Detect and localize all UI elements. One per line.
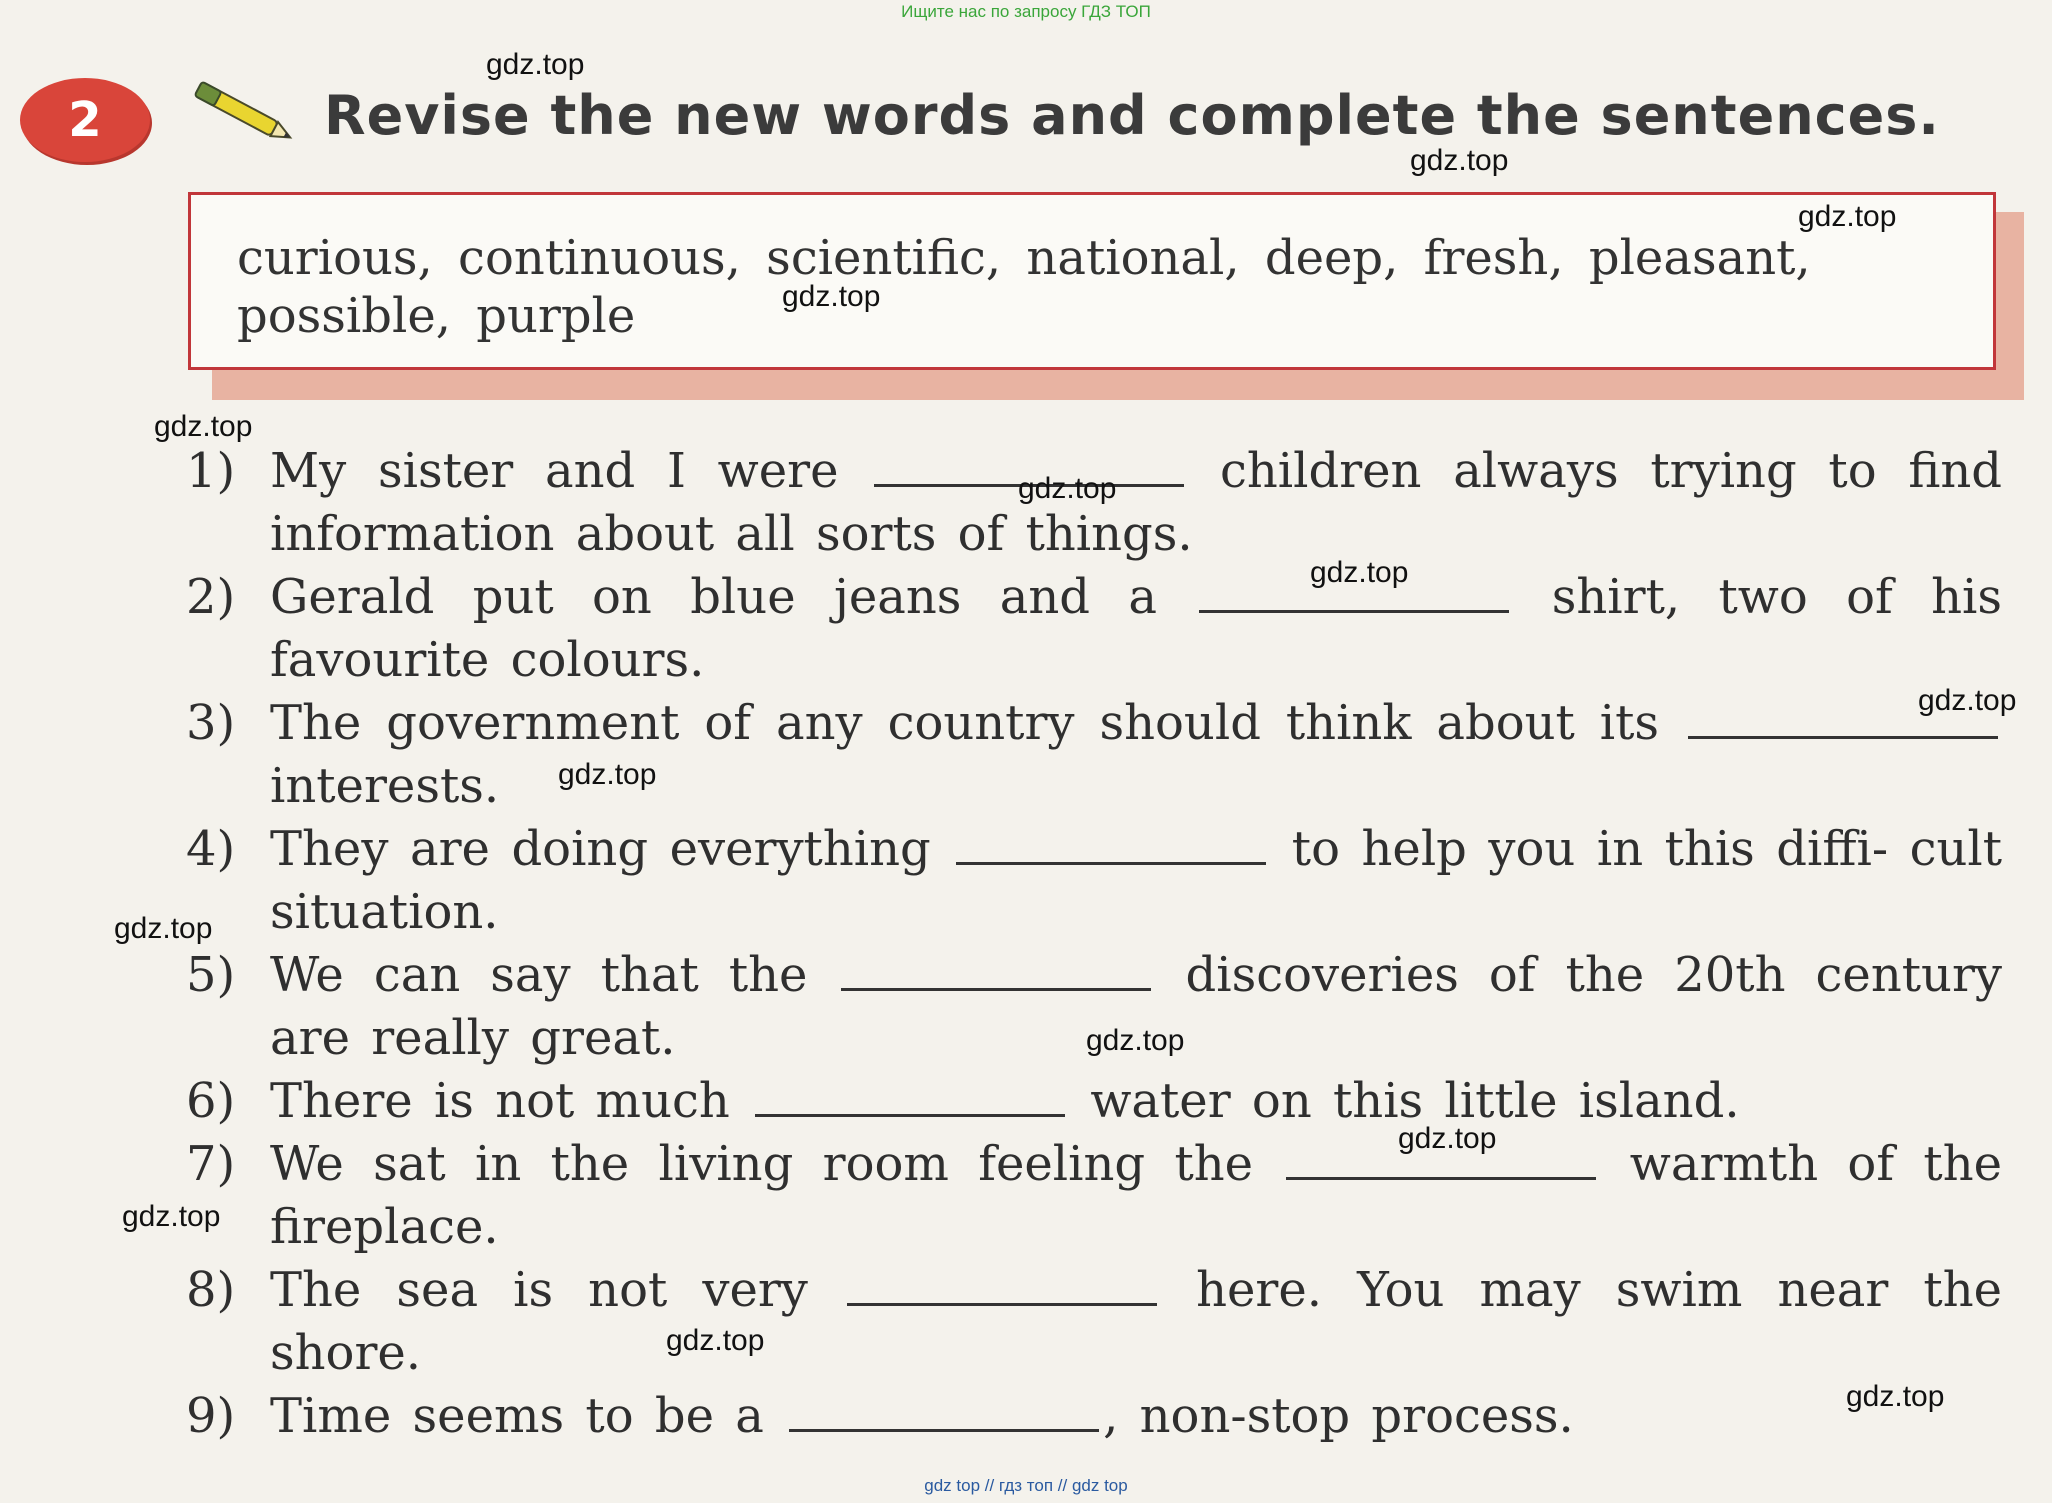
word-list: curious, continuous, scientific, national, deep, fresh, pleasant, possible, purple: [237, 230, 1811, 344]
sentence-number: 6): [186, 1073, 236, 1129]
watermark: gdz.top: [1798, 200, 1897, 233]
sentence-number: 4): [186, 821, 236, 877]
sentence-number: 5): [186, 947, 236, 1003]
footer-note: gdz top // гдз топ // gdz top: [924, 1476, 1128, 1495]
watermark: gdz.top: [114, 912, 213, 945]
sentence-number: 7): [186, 1136, 236, 1192]
top-search-note: Ищите нас по запросу ГДЗ ТОП: [901, 2, 1151, 21]
watermark: gdz.top: [1410, 144, 1509, 177]
exercise-number-badge: 2: [20, 78, 150, 162]
sentence-number: 9): [186, 1388, 236, 1444]
watermark: gdz.top: [154, 410, 253, 443]
watermark: gdz.top: [1086, 1024, 1185, 1057]
exercise-title: Revise the new words and complete the sentences.: [324, 84, 1940, 147]
sentence-2: [186, 566, 2002, 692]
sentence-4: [186, 818, 2002, 944]
sentence-number: 8): [186, 1262, 236, 1318]
word-box: [188, 192, 1996, 370]
watermark: gdz.top: [558, 758, 657, 791]
sentence-7: [186, 1133, 2002, 1259]
sentence-number: 2): [186, 569, 236, 625]
answer-blank: [847, 1297, 1157, 1306]
answer-blank: [755, 1108, 1065, 1117]
watermark: gdz.top: [1846, 1380, 1945, 1413]
answer-blank: [956, 856, 1266, 865]
watermark: gdz.top: [1018, 472, 1117, 505]
sentence-text: Gerald put on blue jeans and a shirt, two of his favourite colours.: [270, 569, 2003, 688]
sentence-text: There is not much water on this little island.: [270, 1073, 1740, 1129]
watermark: gdz.top: [1398, 1122, 1497, 1155]
sentence-text: We can say that the discoveries of the 20th century are really great.: [270, 947, 2003, 1066]
sentence-8: [186, 1259, 2002, 1385]
sentence-text: My sister and I were children always trying to find information about all sorts of things.: [270, 443, 2002, 562]
answer-blank: [1199, 604, 1509, 613]
sentence-number: 1): [186, 443, 236, 499]
sentence-9: [186, 1385, 2002, 1448]
watermark: gdz.top: [486, 48, 585, 81]
sentence-text: The sea is not very here. You may swim near the shore.: [270, 1262, 2003, 1381]
sentence-list: [186, 440, 2002, 1448]
answer-blank: [789, 1423, 1099, 1432]
sentence-number: 3): [186, 695, 236, 751]
sentence-3: [186, 692, 2002, 818]
watermark: gdz.top: [782, 280, 881, 313]
watermark: gdz.top: [1310, 556, 1409, 589]
answer-blank: [841, 982, 1151, 991]
sentence-text: Time seems to be a , non-stop process.: [270, 1388, 1574, 1444]
sentence-6: [186, 1070, 2002, 1133]
answer-blank: [1286, 1171, 1596, 1180]
watermark: gdz.top: [666, 1324, 765, 1357]
sentence-text: They are doing everything to help you in this diffi- cult situation.: [270, 821, 2003, 940]
watermark: gdz.top: [1918, 684, 2017, 717]
answer-blank: [1688, 730, 1998, 739]
sentence-text: We sat in the living room feeling the warmth of the fireplace.: [270, 1136, 2003, 1255]
pen-icon: [184, 78, 300, 148]
sentence-text: The government of any country should think about its interests.: [270, 692, 2002, 818]
watermark: gdz.top: [122, 1200, 221, 1233]
